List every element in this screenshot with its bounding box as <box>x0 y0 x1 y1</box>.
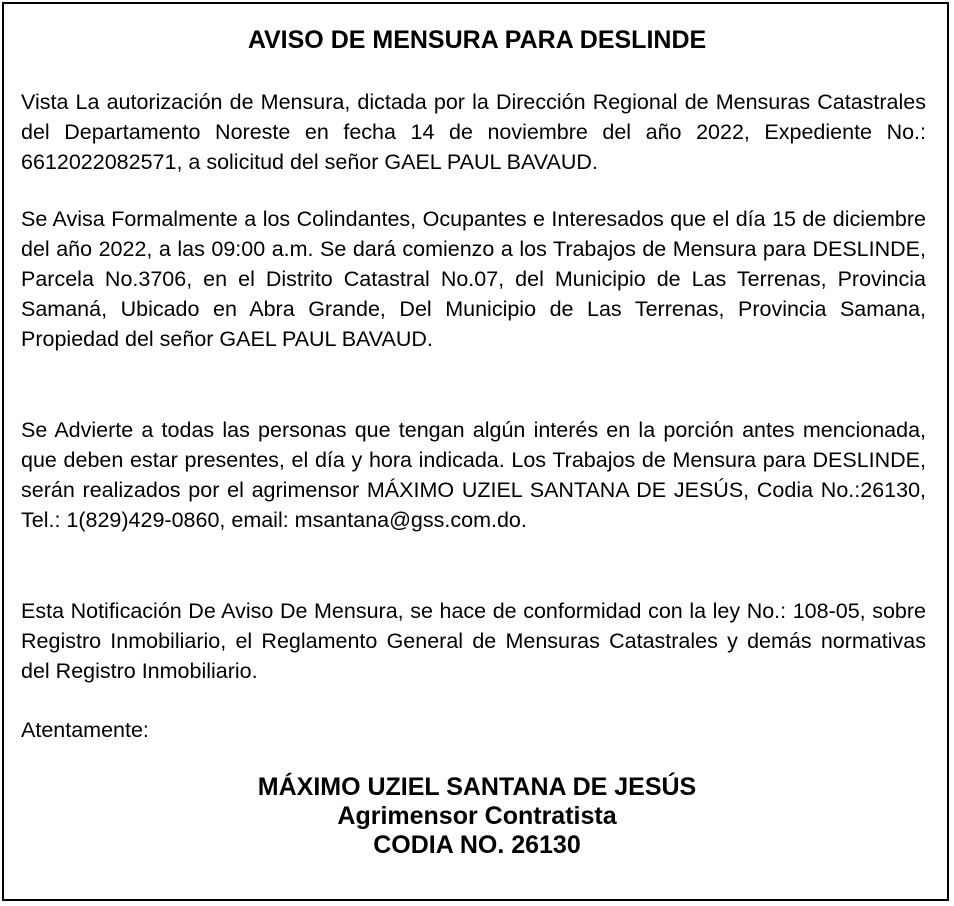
notice-title: AVISO DE MENSURA PARA DESLINDE <box>247 26 707 54</box>
signature-role: Agrimensor Contratista <box>337 802 617 830</box>
paragraph-notice-schedule: Se Avisa Formalmente a los Colindantes, Ocupantes e Interesados que el día 15 de diciembre del año 2022, a las 09:00 a.m. Se dará comienzo a los Trabajos de Mensura para DESLINDE, Parcela No.3706, en el Distrito Catastral No.07, del Municipio de Las Terrenas, Provincia Samaná, Ubicado en Abra Grande, Del Municipio de Las Terrenas, Provincia Samana, Propiedad del señor GAEL PAUL BAVAUD. <box>21 207 926 351</box>
paragraph-warning-surveyor: Se Advierte a todas las personas que tengan algún interés en la porción antes mencionada, que deben estar presentes, el día y hora indicada. Los Trabajos de Mensura para DESLINDE, serán realizados por el agrimensor MÁXIMO UZIEL SANTANA DE JESÚS, Codia No.:26130, Tel.: 1(829)429-0860, email: msantana@gss.com.do. <box>21 418 926 532</box>
signature-name: MÁXIMO UZIEL SANTANA DE JESÚS <box>257 773 697 801</box>
closing-salutation: Atentamente: <box>21 718 149 742</box>
paragraph-legal-basis: Esta Notificación De Aviso De Mensura, se hace de conformidad con la ley No.: 108-05, sobre Registro Inmobiliario, el Reglamento General de Mensuras Catastrales y demás normativas del Registro Inmobiliario. <box>21 599 926 683</box>
paragraph-authorization: Vista La autorización de Mensura, dictada por la Dirección Regional de Mensuras Catastrales del Departamento Noreste en fecha 14 de noviembre del año 2022, Expediente No.: 6612022082571, a solicitud del señor GAEL PAUL BAVAUD. <box>21 90 926 174</box>
signature-block <box>0 773 954 860</box>
signature-codia: CODIA NO. 26130 <box>373 831 581 859</box>
